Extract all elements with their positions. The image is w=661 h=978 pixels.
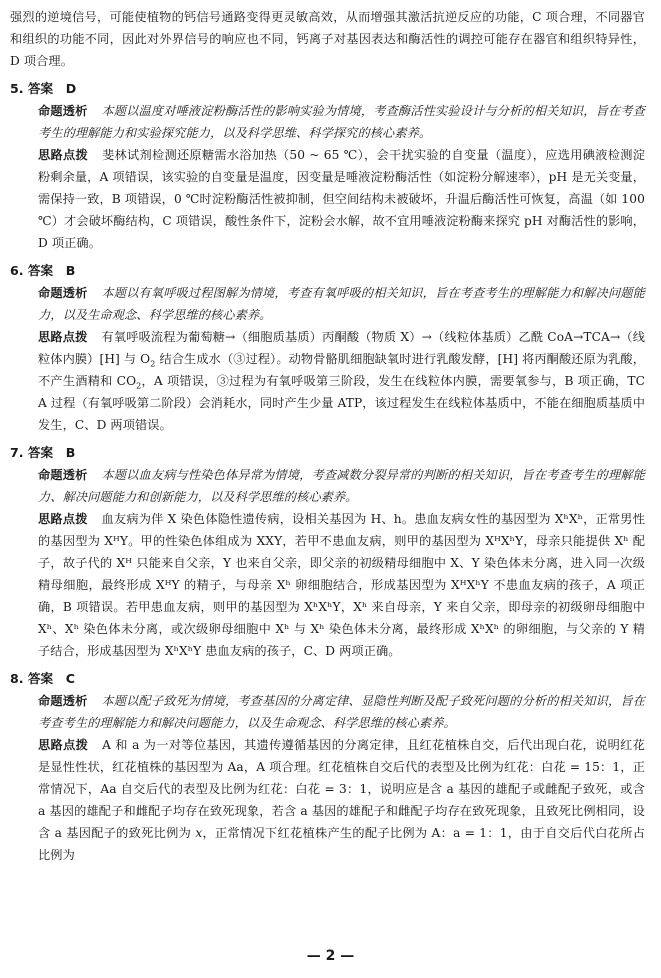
question-7 bbox=[10, 442, 645, 662]
q5-hint-text: 斐林试剂检测还原糖需水浴加热（50 ~ 65 ℃），会干扰实验的自变量（温度），应选用碘液检测淀粉剩余量，A 项错误，该实验的自变量是温度，因变量是唾液淀粉酶活性（如淀粉分解速率），pH 是无关变量，需保持一致，B 项错误，0 ℃时淀粉酶活性被抑制，但空间结构未被破坏，升温后酶活性可恢复，高温（如 100 ℃）才会破坏酶结构，C 项错误，酸性条件下，淀粉会水解，故不宜用唾液淀粉酶来探究 pH 对酶活性的影响，D 项正确。 bbox=[38, 148, 645, 250]
q7-hint bbox=[10, 508, 645, 662]
q6-hint-tag: 思路点拨 bbox=[38, 330, 88, 344]
q8-hint-text-a: A 和 a 为一对等位基因，其遗传遵循基因的分离定律，且红花植株自交，后代出现白花，说明红花是显性性状，红花植株的基因型为 Aa，A 项合理。红花植株自交后代的表型及比例为红花：白花 = 15：1，正常情况下，Aa 自交后代的表型及比例为红花：白花 = 3：1，说明应是含 a 基因的雄配子或雌配子致死，或含 a 基因的雄配子和雌配子均存在致死现象，若含 a 基因的雄配子和雌配子均存在致死现象，且致死比例相同，设含 a 基因配子的致死比例为 bbox=[38, 738, 645, 840]
q6-answer-header: 6. 答案 B bbox=[10, 263, 76, 278]
q6-analysis bbox=[10, 282, 645, 326]
question-8 bbox=[10, 668, 645, 866]
q7-analysis-tag: 命题透析 bbox=[38, 468, 88, 482]
q5-hint-tag: 思路点拨 bbox=[38, 148, 88, 162]
q5-analysis-text: 本题以温度对唾液淀粉酶活性的影响实验为情境，考查酶活性实验设计与分析的相关知识，旨在考查考生的理解能力和实验探究能力，以及科学思维、科学探究的核心素养。 bbox=[38, 104, 645, 140]
q6-analysis-text: 本题以有氧呼吸过程图解为情境，考查有氧呼吸的相关知识，旨在考查考生的理解能力和解决问题能力，以及生命观念、科学思维的核心素养。 bbox=[38, 286, 645, 322]
q5-analysis bbox=[10, 100, 645, 144]
q6-analysis-tag: 命题透析 bbox=[38, 286, 88, 300]
q8-analysis bbox=[10, 690, 645, 734]
q7-hint-text: 血友病为伴 X 染色体隐性遗传病，设相关基因为 H、h。患血友病女性的基因型为 XʰXʰ，正常男性的基因型为 XᴴY。甲的性染色体组成为 XXY，若甲不患血友病，则甲的基因型为 XᴴXʰY，母亲只能提供 Xʰ 配子，故子代的 Xᴴ 只能来自父亲，Y 也来自父亲，即父亲的初级精母细胞中 X、Y 染色体未分离，进入同一次级精母细胞，最终形成 XᴴY 的精子，与母亲 Xʰ 卵细胞结合，形成基因型为 XᴴXʰY 不患血友病的孩子，A 项正确，B 项错误。若甲患血友病，则甲的基因型为 XʰXʰY，Xʰ 来自母亲，Y 来自父亲，即母亲的初级卵母细胞中 Xʰ、Xʰ 染色体未分离，或次级卵母细胞中 Xʰ 与 Xʰ 染色体未分离，最终形成 XʰXʰ 的卵细胞，与父亲的 Y 精子结合，形成基因型为 XʰXʰY 患血友病的孩子，C、D 两项正确。 bbox=[38, 512, 645, 658]
q5-answer-header: 5. 答案 D bbox=[10, 81, 77, 96]
question-5 bbox=[10, 78, 645, 254]
q6-hint-text-a: 有氧呼吸流程为葡萄糖→（细胞质基质）丙酮酸（物质 X）→（线粒体基质）乙酰 CoA→TCA→（线粒体内膜）[H] 与 O bbox=[38, 330, 645, 366]
q7-answer-header: 7. 答案 B bbox=[10, 445, 76, 460]
q8-analysis-tag: 命题透析 bbox=[38, 694, 88, 708]
q7-hint-tag: 思路点拨 bbox=[38, 512, 88, 526]
q8-hint-text-b: ，正常情况下红花植株产生的配子比例为 A：a = 1：1，由于自交后代白花所占比例为 bbox=[38, 826, 646, 862]
q5-hint bbox=[10, 144, 645, 254]
q6-hint-text-b: 结合生成水（③过程）。动物骨骼肌细胞缺氧时进行乳酸发酵，[H] 将丙酮酸还原为乳酸，不产生酒精和 CO bbox=[38, 352, 646, 388]
q6-subscript-co2: 2 bbox=[136, 381, 142, 391]
intro-paragraph: 强烈的逆境信号，可能使植物的钙信号通路变得更灵敏高效，从而增强其激活抗逆反应的功能，C 项合理，不同器官和组织的功能不同，因此对外界信号的响应也不同，钙离子对基因表达和酶活性的调控可能存在器官和组织特异性，D 项合理。 bbox=[10, 10, 645, 68]
q7-analysis bbox=[10, 464, 645, 508]
q7-analysis-text: 本题以血友病与性染色体异常为情境，考查减数分裂异常的判断的相关知识，旨在考查考生的理解能力、解决问题能力和创新能力，以及科学思维的核心素养。 bbox=[38, 468, 645, 504]
q8-variable-x: x bbox=[195, 826, 203, 840]
q8-answer-header: 8. 答案 C bbox=[10, 671, 75, 686]
q8-analysis-text: 本题以配子致死为情境，考查基因的分离定律、显隐性判断及配子致死问题的分析的相关知识，旨在考查考生的理解能力和解决问题能力，以及生命观念、科学思维的核心素养。 bbox=[38, 694, 645, 730]
q5-analysis-tag: 命题透析 bbox=[38, 104, 88, 118]
page-number: — 2 — bbox=[306, 948, 355, 964]
q6-subscript-o2: 2 bbox=[150, 359, 156, 369]
question-6 bbox=[10, 260, 645, 436]
q8-hint-tag: 思路点拨 bbox=[38, 738, 89, 752]
q8-hint bbox=[10, 734, 645, 866]
q6-hint bbox=[10, 326, 645, 436]
q6-hint-text-c: ，A 项错误，③过程为有氧呼吸第三阶段，发生在线粒体内膜，需要氧参与，B 项正确，TCA 过程（有氧呼吸第二阶段）会消耗水，同时产生少量 ATP，该过程发生在线粒体基质中，不能在细胞质基质中发生，C、D 两项错误。 bbox=[38, 374, 645, 432]
